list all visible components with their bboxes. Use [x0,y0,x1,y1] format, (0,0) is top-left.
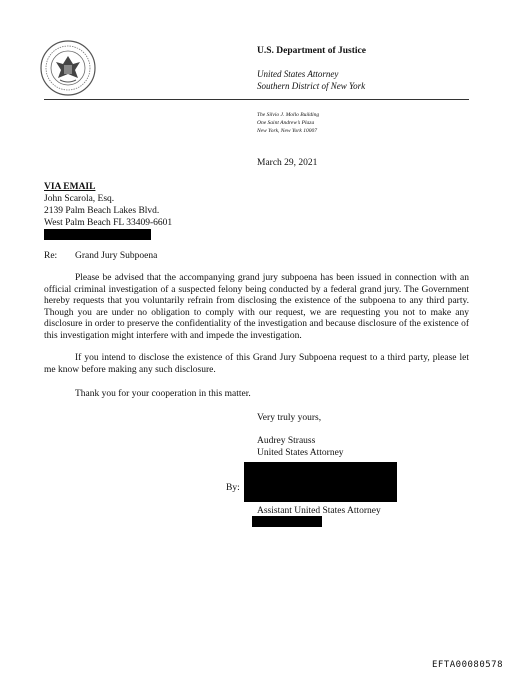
body-p2-text: If you intend to disclose the existence of this Grand Jury Subpoena request to a third party, please let me know before making any such disclosure. [44,353,469,375]
body-paragraph-1 [44,273,469,342]
signer-title: United States Attorney [257,448,344,458]
redaction-recipient-email [44,229,151,240]
signer-block [257,435,344,459]
signer-name: Audrey Strauss [257,436,316,446]
subject-label: Re: [44,251,58,261]
redaction-signature [244,462,397,502]
by-label: By: [226,483,240,493]
bates-number: EFTA00080578 [432,660,504,670]
office-address [257,111,319,135]
department-name: U.S. Department of Justice [257,46,366,56]
office-line-2: Southern District of New York [257,81,366,91]
assistant-title: Assistant United States Attorney [257,506,381,516]
subject-line [44,251,157,261]
recipient-street: 2139 Palm Beach Lakes Blvd. [44,206,160,216]
valediction: Very truly yours, [257,413,322,423]
doj-seal-icon [40,40,96,96]
body-paragraph-3 [44,389,469,401]
recipient-city: West Palm Beach FL 33409-6601 [44,218,173,228]
redaction-assistant-contact [252,516,322,527]
header-rule [44,99,469,100]
office-line-1: United States Attorney [257,69,339,79]
subject-text: Grand Jury Subpoena [75,251,158,261]
address-line-3: New York, New York 10007 [257,128,317,134]
office-name [257,68,365,92]
body-p3-text: Thank you for your cooperation in this matter. [75,389,251,399]
letter-date: March 29, 2021 [257,158,318,168]
address-line-1: The Silvio J. Mollo Building [257,112,320,118]
recipient-name: John Scarola, Esq. [44,194,115,204]
delivery-method: VIA EMAIL [44,182,96,192]
body-p1-text: Please be advised that the accompanying grand jury subpoena has been issued in connection with an official criminal investigation of a suspected felony being conducted by a federal grand jury. The Government hereby requests that you voluntarily refrain from disclosing the existence of the subpoena to any third party. Though you are under no obligation to comply with our request, we are requesting you not to make any disclosure in order to preserve the confidentiality of the investigation and because disclosure of the existence of this investigation might interfere with and impede the investigation. [44,273,469,341]
address-line-2: One Saint Andrew’s Plaza [257,120,315,126]
body-paragraph-2 [44,353,469,376]
recipient-block [44,181,172,229]
